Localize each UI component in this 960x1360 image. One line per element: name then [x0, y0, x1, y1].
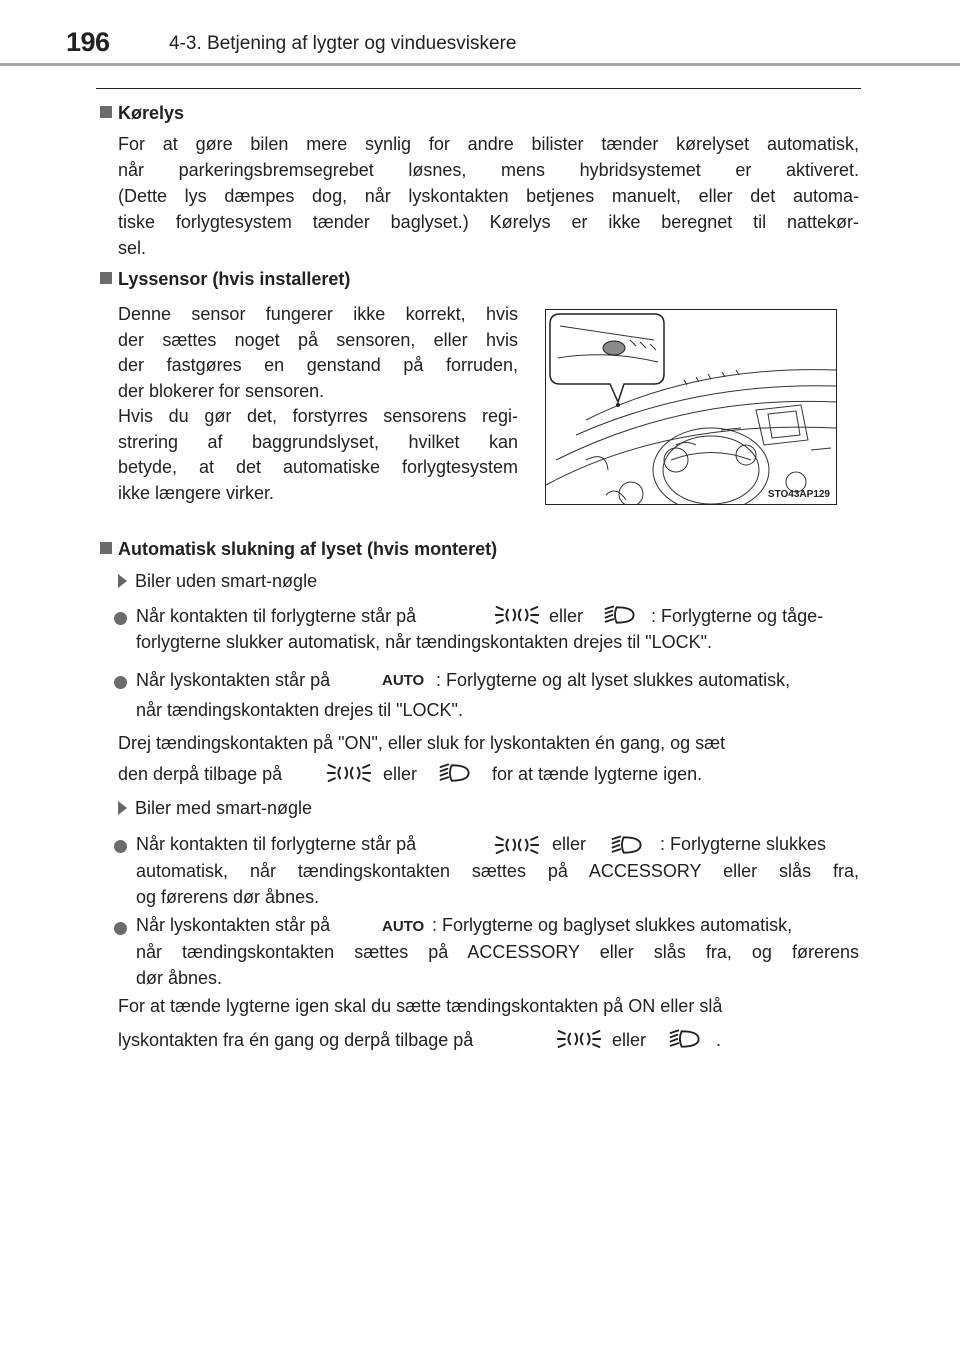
- square-bullet-icon: [100, 272, 112, 284]
- dashboard-illustration: [546, 310, 836, 504]
- text-line: og førerens dør åbnes.: [136, 887, 320, 907]
- text-line: der fastgøres en genstand på forruden,: [118, 355, 518, 375]
- text-line: sel.: [118, 238, 147, 258]
- bullet-4-line-1b: : Forlygterne og baglyset slukkes automatisk,: [432, 915, 793, 935]
- bullet-4-line-1a: Når lyskontakten står på: [136, 915, 331, 935]
- bullet-3-continuation: [136, 858, 859, 910]
- bullet-3-line-1a: Når kontakten til forlygterne står på: [136, 834, 417, 854]
- bullet-2-line-1b: : Forlygterne og alt lyset slukkes automatisk,: [436, 670, 791, 690]
- bullet-1-line-1a: Når kontakten til forlygterne står på: [136, 606, 417, 626]
- subheading-without-smart-key: Biler uden smart-nøgle: [118, 571, 317, 592]
- text-line: ikke længere virker.: [118, 482, 275, 503]
- square-bullet-icon: [100, 106, 112, 118]
- text-line: der sættes noget på sensoren, eller hvis: [118, 329, 518, 350]
- round-bullet-icon: [114, 612, 127, 625]
- header-rule: [0, 63, 960, 66]
- paragraph-1-line-2b: for at tænde lygterne igen.: [492, 764, 703, 784]
- section-heading-auto-off: Automatisk slukning af lyset (hvis monteret): [100, 539, 497, 560]
- korelys-paragraph: [118, 131, 859, 261]
- section-heading-lyssensor: Lyssensor (hvis installeret): [100, 269, 350, 290]
- or-word: eller: [549, 606, 584, 626]
- or-word: eller: [612, 1030, 647, 1050]
- headlight-icon: [438, 761, 472, 785]
- tail-light-icon: [494, 603, 540, 627]
- page-number: 196: [66, 27, 110, 57]
- square-bullet-icon: [100, 542, 112, 554]
- auto-icon: AUTO: [382, 672, 425, 689]
- text-line: der blokerer for sensoren.: [118, 380, 325, 401]
- tail-light-icon: [326, 761, 372, 785]
- bullet-1-line-2: forlygterne slukker automatisk, når tændingskontakten drejes til "LOCK".: [136, 632, 713, 652]
- lyssensor-paragraph: [118, 302, 518, 506]
- tail-light-icon: [556, 1027, 602, 1051]
- tail-light-icon: [494, 833, 540, 857]
- triangle-bullet-icon: [118, 574, 127, 588]
- figure-code: STO43AP129: [767, 489, 830, 500]
- paragraph-2-line-2a: lyskontakten fra én gang og derpå tilbage på: [118, 1030, 474, 1050]
- text-line: (Dette lys dæmpes dog, når lyskontakten betjenes manuelt, eller det automa-: [118, 186, 859, 206]
- paragraph-1-line-1: Drej tændingskontakten på "ON", eller sluk for lyskontakten én gang, og sæt: [118, 733, 726, 753]
- text-line: tiske forlygtesystem tænder baglyset.) Kørelys er ikke beregnet til nattekør-: [118, 212, 859, 232]
- text-line: For at gøre bilen mere synlig for andre bilister tænder kørelyset automatisk,: [118, 134, 859, 154]
- page-header: [0, 0, 960, 66]
- headlight-icon: [610, 833, 644, 857]
- auto-icon: AUTO: [382, 918, 425, 935]
- or-word: eller: [383, 764, 418, 784]
- subheading-with-smart-key: Biler med smart-nøgle: [118, 798, 312, 819]
- round-bullet-icon: [114, 840, 127, 853]
- paragraph-2-end: .: [716, 1030, 722, 1050]
- or-word: eller: [552, 834, 587, 854]
- headlight-icon: [603, 603, 637, 627]
- section-divider: [96, 88, 861, 89]
- text-line: automatisk, når tændingskontakten sættes på ACCESSORY eller slås fra,: [136, 861, 859, 881]
- paragraph-1-line-2a: den derpå tilbage på: [118, 764, 283, 784]
- bullet-2-line-1a: Når lyskontakten står på: [136, 670, 331, 690]
- headlight-icon: [668, 1027, 702, 1051]
- sensor-location-figure: [545, 309, 837, 505]
- text-line: når parkeringsbremsegrebet løsnes, mens hybridsystemet er aktiveret.: [118, 160, 859, 180]
- paragraph-2-line-1: For at tænde lygterne igen skal du sætte tændingskontakten på ON eller slå: [118, 996, 723, 1016]
- text-line: betyde, at det automatiske forlygtesystem: [118, 457, 518, 477]
- text-line: dør åbnes.: [136, 968, 223, 988]
- chapter-title: 4-3. Betjening af lygter og vinduesviskere: [169, 33, 517, 54]
- text-line: Denne sensor fungerer ikke korrekt, hvis: [118, 304, 518, 324]
- bullet-1-line-1b: : Forlygterne og tåge-: [651, 606, 824, 626]
- text-line: strering af baggrundslyset, hvilket kan: [118, 431, 518, 452]
- bullet-4-continuation: [136, 939, 859, 991]
- round-bullet-icon: [114, 922, 127, 935]
- bullet-3-line-1b: : Forlygterne slukkes: [660, 834, 827, 854]
- round-bullet-icon: [114, 676, 127, 689]
- bullet-2-line-2: når tændingskontakten drejes til "LOCK".: [136, 700, 463, 720]
- section-heading-korelys: Kørelys: [100, 103, 184, 124]
- text-line: når tændingskontakten sættes på ACCESSORY eller slås fra, og førerens: [136, 942, 859, 962]
- text-line: Hvis du gør det, forstyrres sensorens regi-: [118, 406, 518, 426]
- triangle-bullet-icon: [118, 801, 127, 815]
